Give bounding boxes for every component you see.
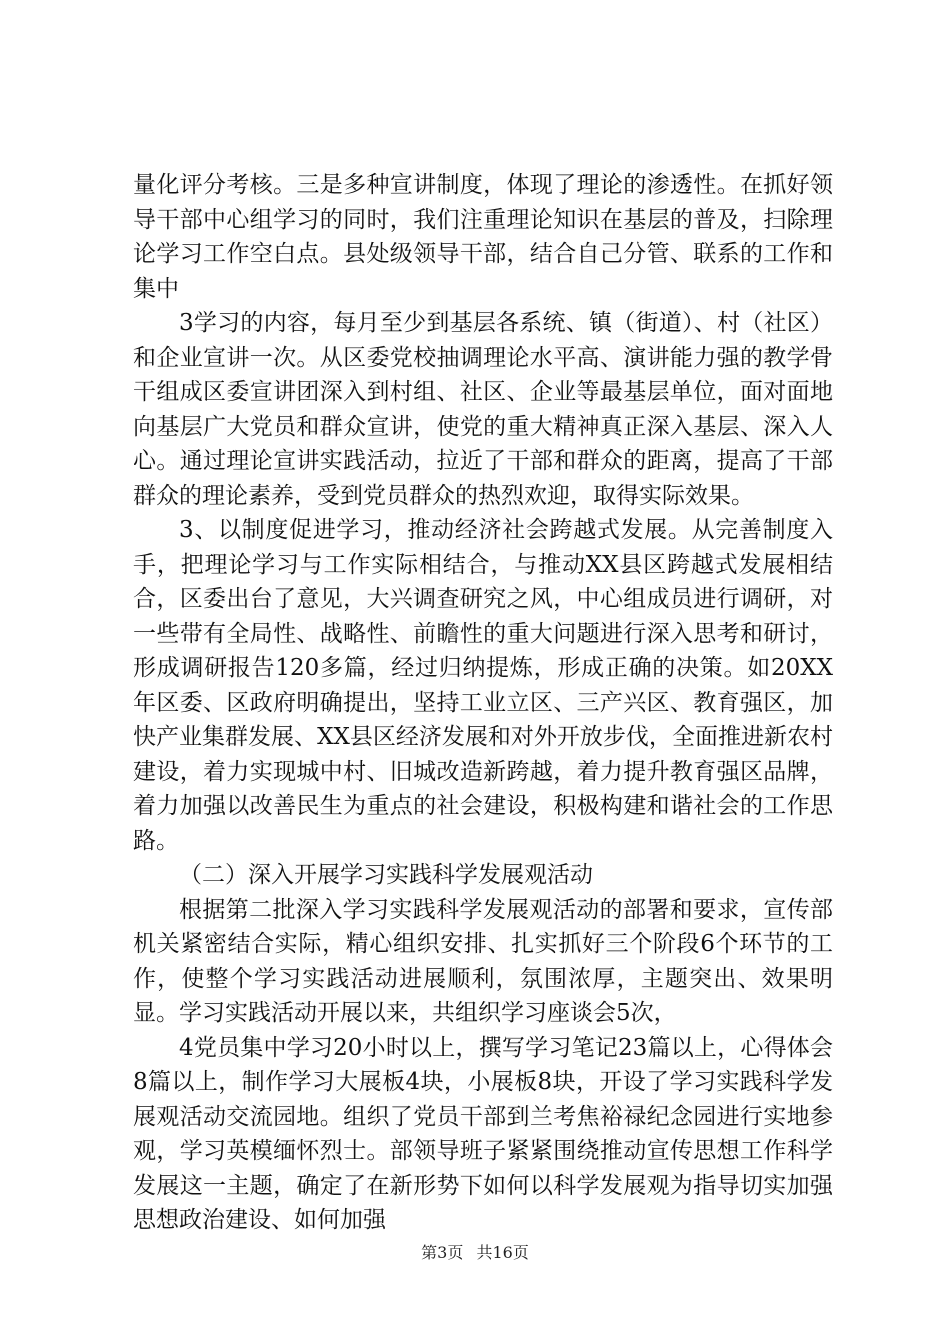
page-number: 第3页 — [421, 1243, 464, 1262]
paragraph-continuation: 量化评分考核。三是多种宣讲制度，体现了理论的渗透性。在抓好领导干部中心组学习的同时，我们注重理论知识在基层的普及，扫除理论学习工作空白点。县处级领导干部，结合自己分管、联系的工作和集中 — [133, 172, 833, 302]
document-body — [133, 168, 833, 1238]
paragraph-propaganda: 3学习的内容，每月至少到基层各系统、镇（街道）、村（社区）和企业宣讲一次。从区委党校抽调理论水平高、演讲能力强的教学骨干组成区委宣讲团深入到村组、社区、企业等最基层单位，面对面地向基层广大党员和群众宣讲，使党的重大精神真正深入基层、深入人心。通过理论宣讲实践活动，拉近了干部和群众的距离，提高了干部群众的理论素养，受到党员群众的热烈欢迎，取得实际效果。 — [133, 310, 833, 509]
paragraph-practice-activity: 根据第二批深入学习实践科学发展观活动的部署和要求，宣传部机关紧密结合实际，精心组织安排、扎实抓好三个阶段6个环节的工作，使整个学习实践活动进展顺利，氛围浓厚，主题突出、效果明显。学习实践活动开展以来，共组织学习座谈会5次， — [133, 896, 833, 1026]
section-heading: （二）深入开展学习实践科学发展观活动 — [179, 862, 593, 888]
paragraph-study-results: 4党员集中学习20小时以上，撰写学习笔记23篇以上，心得体会8篇以上，制作学习大展板4块，小展板8块，开设了学习实践科学发展观活动交流园地。组织了党员干部到兰考焦裕禄纪念园进行实地参观，学习英模缅怀烈士。部领导班子紧紧围绕推动宣传思想工作科学发展这一主题，确定了在新形势下如何以科学发展观为指导切实加强思想政治建设、如何加强 — [133, 1034, 833, 1233]
page-total: 共16页 — [476, 1243, 529, 1262]
page-footer — [0, 1240, 950, 1263]
paragraph-system-study: 3、以制度促进学习，推动经济社会跨越式发展。从完善制度入手，把理论学习与工作实际相结合，与推动XX县区跨越式发展相结合，区委出台了意见，大兴调查研究之风，中心组成员进行调研，对一些带有全局性、战略性、前瞻性的重大问题进行深入思考和研讨，形成调研报告120多篇，经过归纳提炼，形成正确的决策。如20XX年区委、区政府明确提出，坚持工业立区、三产兴区、教育强区，加快产业集群发展、XX县区经济发展和对外开放步伐，全面推进新农村建设，着力实现城中村、旧城改造新跨越，着力提升教育强区品牌，着力加强以改善民生为重点的社会建设，积极构建和谐社会的工作思路。 — [133, 517, 833, 854]
